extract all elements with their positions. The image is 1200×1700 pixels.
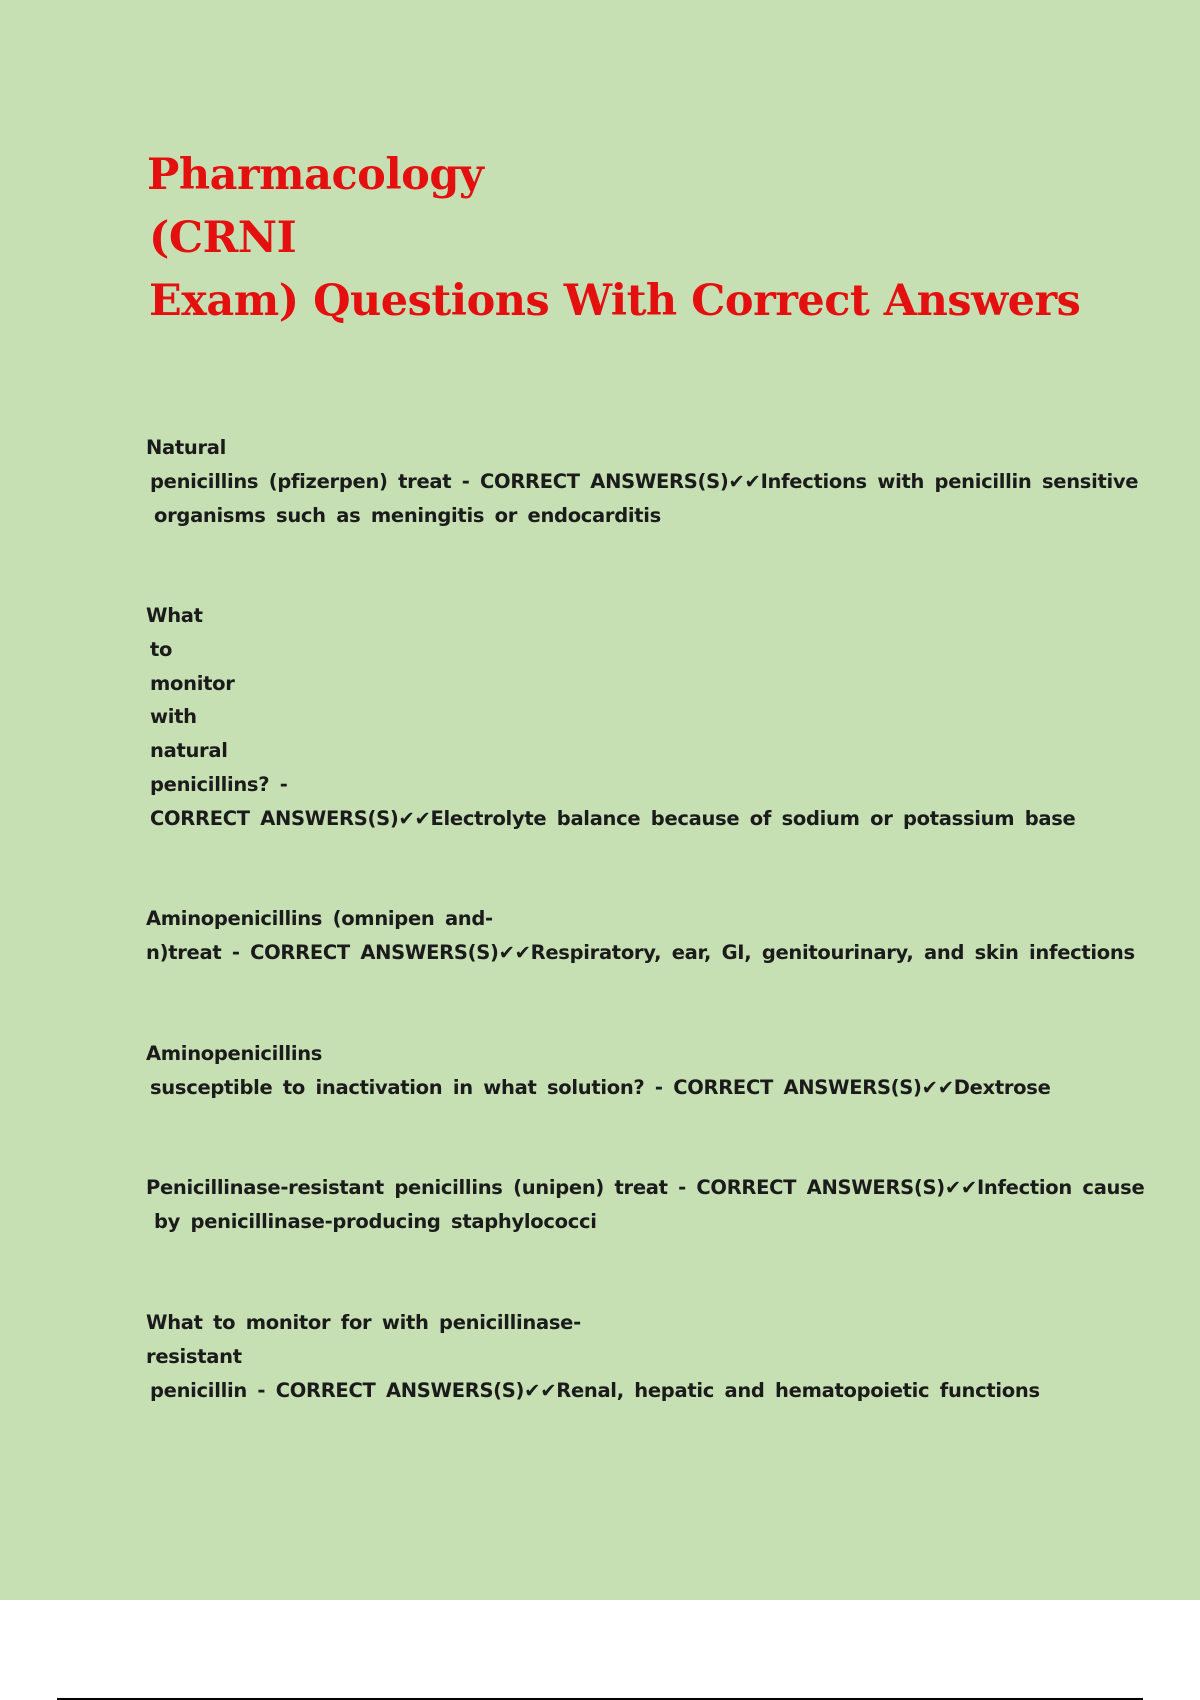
qa-item-3 — [146, 902, 1135, 970]
qa-line: monitor — [150, 671, 235, 695]
qa-item-6 — [146, 1306, 1040, 1407]
qa-item-5 — [146, 1171, 1145, 1239]
qa-line: resistant — [146, 1344, 242, 1368]
title-line: Exam) Questions With Correct Answers — [149, 276, 1081, 326]
qa-line: Aminopenicillins — [146, 1042, 323, 1065]
qa-item-2 — [146, 599, 1076, 836]
document-title — [147, 144, 1080, 333]
qa-line: organisms such as meningitis or endocarditis — [154, 503, 661, 527]
qa-line: by penicillinase-producing staphylococci — [154, 1209, 597, 1233]
qa-line: n)treat - CORRECT ANSWERS(S)✔✔Respiratory, ear, GI, genitourinary, and skin infections — [146, 940, 1135, 964]
qa-line: Aminopenicillins (omnipen and- — [146, 907, 493, 930]
title-line: Pharmacology — [147, 150, 484, 200]
qa-line: What — [146, 604, 203, 627]
qa-line: Natural — [146, 436, 227, 459]
qa-line: penicillin - CORRECT ANSWERS(S)✔✔Renal, hepatic and hematopoietic functions — [150, 1378, 1040, 1402]
qa-line: susceptible to inactivation in what solution? - CORRECT ANSWERS(S)✔✔Dextrose — [150, 1075, 1051, 1099]
title-line: (CRNI — [149, 213, 297, 263]
qa-line: to — [150, 637, 173, 661]
qa-item-4 — [146, 1037, 1051, 1105]
qa-line: penicillins? - — [150, 772, 288, 796]
qa-line: natural — [150, 739, 228, 763]
qa-line: What to monitor for with penicillinase- — [146, 1311, 581, 1334]
qa-line: with — [150, 705, 197, 729]
qa-line: Penicillinase-resistant penicillins (unipen) treat - CORRECT ANSWERS(S)✔✔Infection cause — [146, 1176, 1145, 1199]
qa-item-1 — [146, 431, 1139, 532]
qa-line: CORRECT ANSWERS(S)✔✔Electrolyte balance because of sodium or potassium base — [150, 806, 1076, 830]
qa-line: penicillins (pfizerpen) treat - CORRECT ANSWERS(S)✔✔Infections with penicillin sensitive — [150, 469, 1139, 493]
